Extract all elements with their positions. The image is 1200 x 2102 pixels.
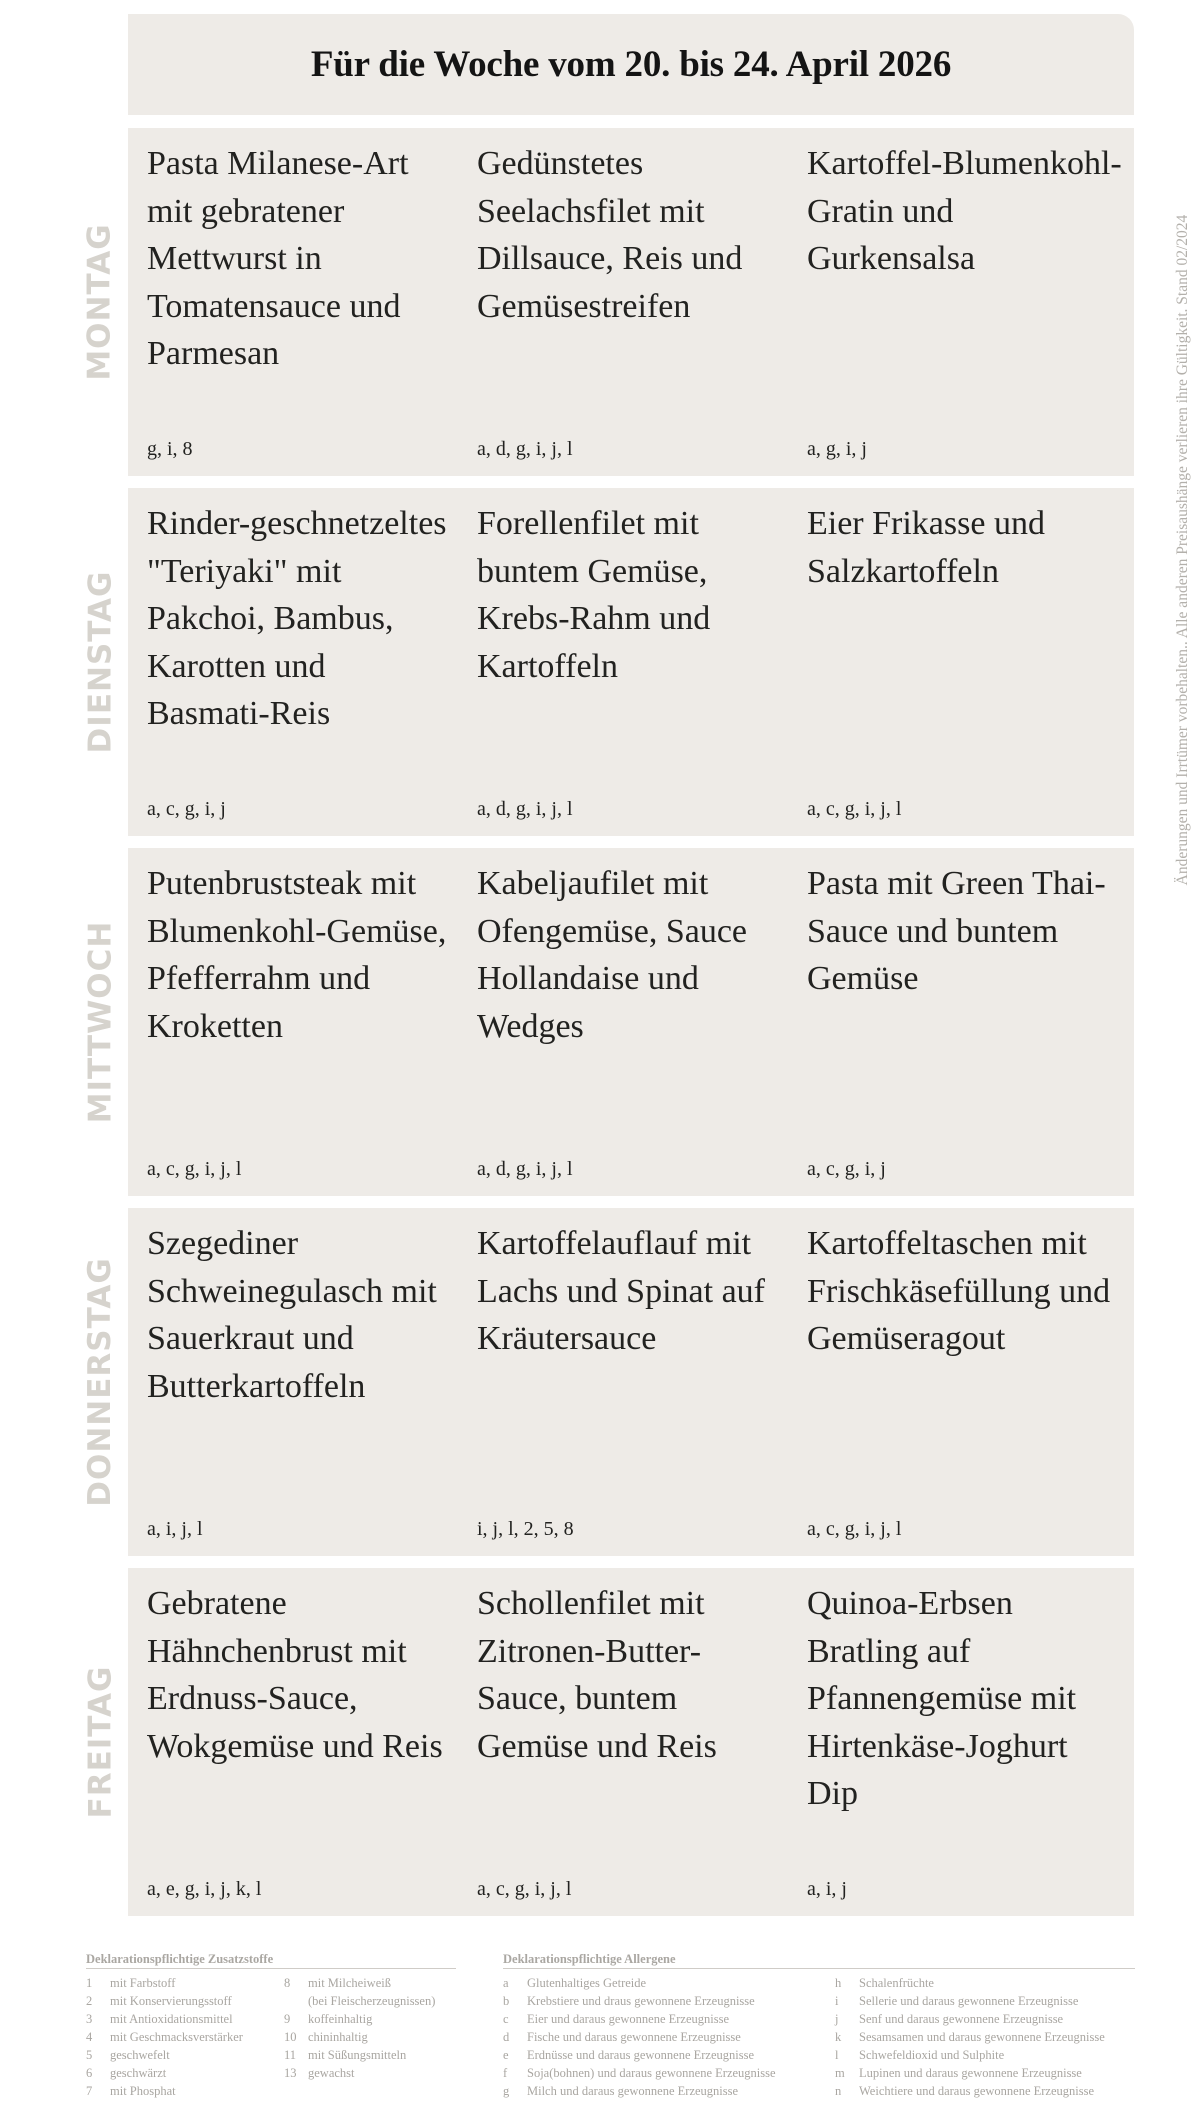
- week-title: Für die Woche vom 20. bis 24. April 2026: [310, 44, 952, 85]
- meal-name: Quinoa-Erbsen Bratling auf Pfannengemüse mit Hirtenkäse-Joghurt Dip: [807, 1585, 1077, 1812]
- day-row-dienstag: [0, 488, 1200, 836]
- meal-codes: a, c, g, i, j, l: [807, 1518, 902, 1540]
- day-row-donnerstag: [0, 1208, 1200, 1556]
- legend-divider: [86, 1968, 456, 1969]
- meal-name: Gedünstetes Seelachsfilet mit Dillsauce, Reis und Gemüsestreifen: [477, 145, 743, 325]
- meal-codes: a, i, j, l: [147, 1518, 203, 1540]
- meal-cell: [788, 488, 1134, 836]
- meal-name: Szegediner Schweinegulasch mit Sauerkraut und Butterkartoffeln: [147, 1225, 437, 1405]
- meal-cell: [128, 1208, 458, 1556]
- meal-cell: [128, 1568, 458, 1916]
- legend-title: Deklarationspflichtige Zusatzstoffe: [86, 1952, 274, 1966]
- meal-codes: g, i, 8: [147, 438, 193, 460]
- day-menu-box: [128, 1208, 1134, 1556]
- meal-name: Kabeljaufilet mit Ofengemüse, Sauce Hollandaise und Wedges: [477, 865, 748, 1045]
- day-menu-box: [128, 488, 1134, 836]
- meal-cell: [458, 848, 788, 1196]
- meal-name: Eier Frikasse und Salzkartoffeln: [807, 505, 1045, 590]
- day-menu-box: [128, 848, 1134, 1196]
- meal-codes: a, c, g, i, j, l: [477, 1878, 572, 1900]
- meal-name: Pasta Milanese-Art mit gebratener Mettwurst in Tomatensauce und Parmesan: [147, 145, 409, 372]
- meal-cell: [458, 1208, 788, 1556]
- additives-legend: Deklarationspflichtige Zusatzstoffe 1 mit Farbstoff 2 mit Konservierungsstoff 3 mit Antioxidationsmittel 4 mit Geschmacksverstärker 5 geschwefelt 6 geschwärzt 7 mit Phosphat 8 mit Milcheiweiß (bei Fleischerzeugnissen) 9 koffeinhaltig 10 chininhaltig 11 mit Süßungsmitteln 13 gewachst: [86, 1952, 456, 2102]
- meal-name: Kartoffelauflauf mit Lachs und Spinat auf Kräutersauce: [477, 1225, 765, 1357]
- meal-cell: [458, 128, 788, 476]
- meal-cell: [788, 1208, 1134, 1556]
- day-label: MITTWOCH: [82, 920, 119, 1124]
- meal-codes: a, e, g, i, j, k, l: [147, 1878, 262, 1900]
- day-row-freitag: [0, 1568, 1200, 1916]
- validity-note: Änderungen und Irrtümer vorbehalten.. Alle anderen Preisaushänge verlieren ihre Gültigkeit. Stand 02/2024: [1174, 214, 1191, 886]
- day-menu-box: [128, 128, 1134, 476]
- meal-cell: [128, 488, 458, 836]
- day-label: DONNERSTAG: [82, 1257, 118, 1507]
- day-label: MONTAG: [82, 223, 119, 381]
- meal-codes: a, g, i, j: [807, 438, 867, 460]
- meal-cell: [788, 1568, 1134, 1916]
- week-header: [128, 14, 1134, 115]
- meal-codes: i, j, l, 2, 5, 8: [477, 1518, 574, 1540]
- day-label: FREITAG: [82, 1665, 118, 1819]
- day-row-mittwoch: [0, 848, 1200, 1196]
- meal-cell: [128, 848, 458, 1196]
- meal-codes: a, c, g, i, j: [807, 1158, 886, 1180]
- meal-name: Schollenfilet mit Zitronen-Butter-Sauce, buntem Gemüse und Reis: [477, 1585, 717, 1765]
- meal-cell: [458, 488, 788, 836]
- meal-name: Kartoffeltaschen mit Frischkäsefüllung und Gemüseragout: [807, 1225, 1111, 1357]
- meal-cell: [128, 128, 458, 476]
- meal-codes: a, d, g, i, j, l: [477, 798, 573, 820]
- meal-codes: a, d, g, i, j, l: [477, 438, 573, 460]
- day-row-montag: [0, 128, 1200, 476]
- meal-codes: a, c, g, i, j: [147, 798, 226, 820]
- meal-cell: [788, 848, 1134, 1196]
- day-label: DIENSTAG: [82, 570, 119, 754]
- day-menu-box: [128, 1568, 1134, 1916]
- meal-codes: a, i, j: [807, 1878, 847, 1900]
- meal-codes: a, d, g, i, j, l: [477, 1158, 573, 1180]
- legend-title: Deklarationspflichtige Allergene: [503, 1952, 676, 1966]
- meal-name: Forellenfilet mit buntem Gemüse, Krebs-Rahm und Kartoffeln: [477, 505, 711, 685]
- allergens-legend: Deklarationspflichtige Allergene a Glutenhaltiges Getreide b Krebstiere und draus gewonnene Erzeugnisse c Eier und daraus gewonnene Erzeugnisse d Fische und daraus gewonnene Erzeugnisse e Erdnüsse und daraus gewonnene Erzeugnisse f Soja(bohnen) und daraus gewonnene Erzeugnisse g Milch und daraus gewonnene Erzeugnisse h Schalenfrüchte i Sellerie und daraus gewonnene Erzeugnisse j Senf und daraus gewonnene Erzeugnisse k Sesamsamen und daraus gewonnene Erzeugnisse l Schwefeldioxid und Sulphite m Lupinen und daraus gewonnene Erzeugnisse n Weichtiere und daraus gewonnene Erzeugnisse: [503, 1952, 1135, 2102]
- meal-codes: a, c, g, i, j, l: [807, 798, 902, 820]
- meal-cell: [458, 1568, 788, 1916]
- meal-name: Putenbruststeak mit Blumenkohl-Gemüse, Pfefferrahm und Kroketten: [147, 865, 447, 1045]
- meal-name: Rinder-geschnetzeltes "Teriyaki" mit Pakchoi, Bambus, Karotten und Basmati-Reis: [147, 505, 447, 732]
- meal-name: Gebratene Hähnchenbrust mit Erdnuss-Sauce, Wokgemüse und Reis: [147, 1585, 443, 1765]
- meal-codes: a, c, g, i, j, l: [147, 1158, 242, 1180]
- meal-name: Pasta mit Green Thai-Sauce und buntem Gemüse: [807, 865, 1106, 997]
- meal-name: Kartoffel-Blumenkohl-Gratin und Gurkensalsa: [807, 145, 1122, 277]
- meal-cell: [788, 128, 1134, 476]
- legend-divider: [503, 1968, 1135, 1969]
